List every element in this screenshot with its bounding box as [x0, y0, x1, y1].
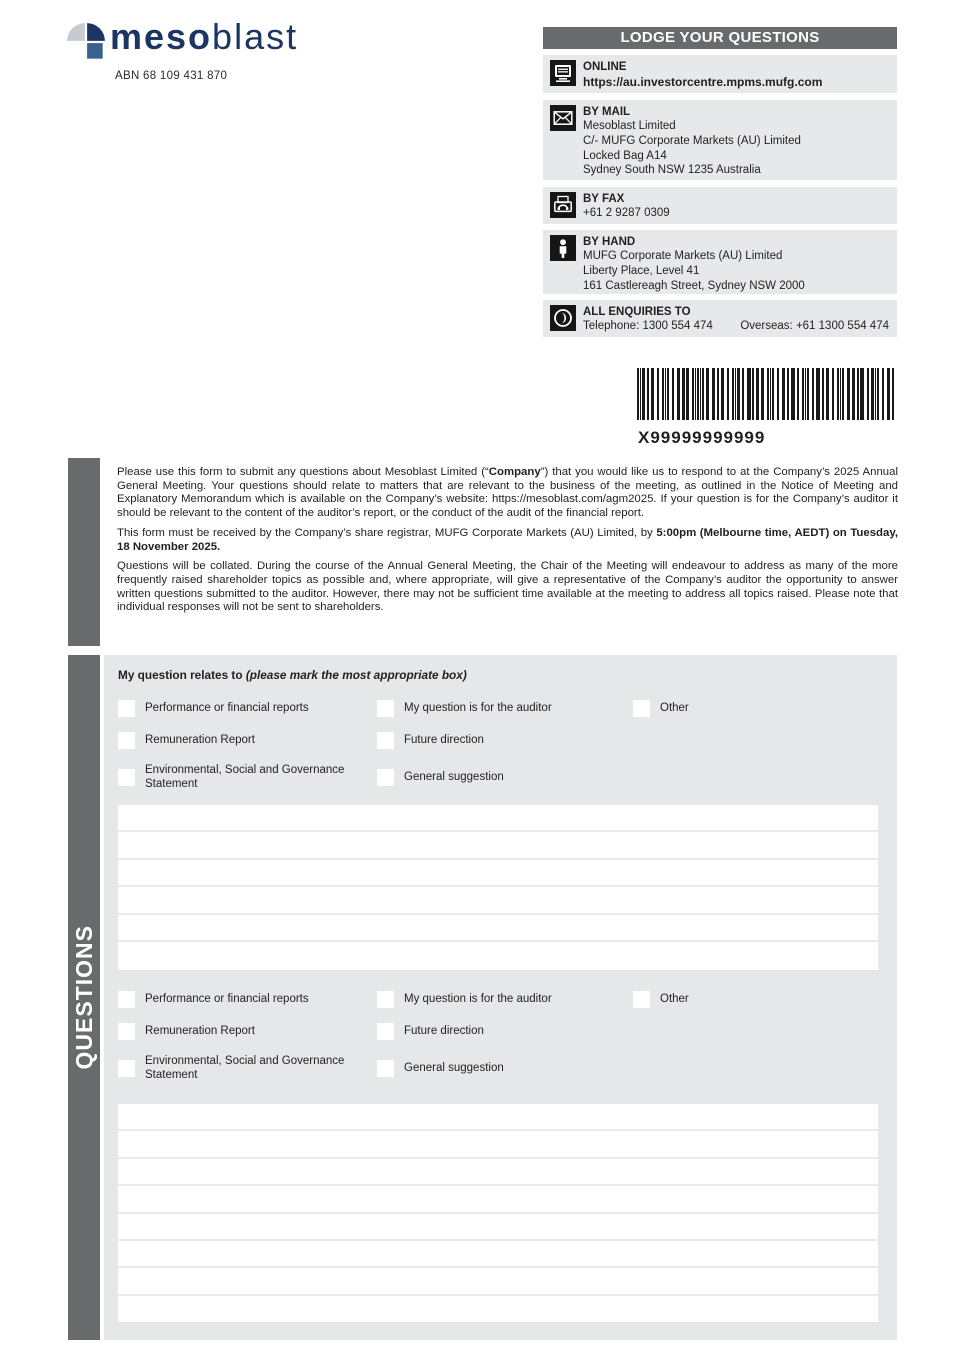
intro-paragraphs: [117, 466, 898, 621]
question-line[interactable]: [118, 887, 878, 914]
overseas-number: Overseas: +61 1300 554 474: [740, 320, 889, 332]
checkbox-general-suggestion[interactable]: [377, 1060, 394, 1077]
barcode-text: X99999999999: [638, 428, 766, 447]
topic-general-suggestion: General suggestion: [377, 1055, 633, 1082]
question-line[interactable]: [118, 1268, 878, 1295]
question-line[interactable]: [118, 1159, 878, 1186]
checkbox-general-suggestion[interactable]: [377, 769, 394, 786]
intro-paragraph-2: This form must be received by the Company’s share registrar, MUFG Corporate Markets (AU) Limited, by 5:00pm (Melbourne time, AEDT) on Tuesday, 18 November 2025.: [117, 526, 898, 553]
questions-form-area: [104, 655, 897, 1340]
topic-esg-statement: Environmental, Social and Governance Statement: [118, 764, 377, 791]
question-line[interactable]: [118, 1104, 878, 1131]
topic-other: Other: [633, 700, 883, 717]
by-mail-section: [543, 100, 897, 180]
mail-address-line: Locked Bag A14: [583, 149, 667, 162]
topic-future-direction: Future direction: [377, 732, 633, 749]
mesoblast-logo: [66, 16, 299, 82]
question-line[interactable]: [118, 915, 878, 942]
lodge-title: LODGE YOUR QUESTIONS: [543, 27, 897, 49]
by-hand-label: BY HAND: [583, 236, 636, 248]
checkbox-remuneration-report[interactable]: [118, 732, 135, 749]
question-line[interactable]: [118, 1131, 878, 1158]
all-enquiries-section: [543, 300, 897, 337]
topic-question-for-auditor: My question is for the auditor: [377, 700, 633, 717]
topic-future-direction: Future direction: [377, 1023, 633, 1040]
questions-sidebar-label: QUESTIONS: [70, 925, 97, 1070]
topic-general-suggestion: General suggestion: [377, 764, 633, 791]
online-url[interactable]: https://au.investorcentre.mpms.mufg.com: [583, 75, 823, 89]
checkbox-question-for-auditor[interactable]: [377, 991, 394, 1008]
question-line[interactable]: [118, 942, 878, 969]
questions-sidebar: [68, 655, 100, 1340]
checkbox-performance-reports[interactable]: [118, 700, 135, 717]
checkbox-question-for-auditor[interactable]: [377, 700, 394, 717]
checkbox-other[interactable]: [633, 991, 650, 1008]
question-line[interactable]: [118, 1186, 878, 1213]
by-mail-label: BY MAIL: [583, 106, 631, 118]
barcode: [637, 368, 895, 420]
question-topic-prompt: My question relates to (please mark the most appropriate box): [118, 668, 467, 682]
checkbox-other[interactable]: [633, 700, 650, 717]
hand-address-line: Liberty Place, Level 41: [583, 264, 700, 277]
question-line[interactable]: [118, 805, 878, 832]
question-line[interactable]: [118, 1214, 878, 1241]
intro-paragraph-1: Please use this form to submit any questions about Mesoblast Limited (“Company”) that you would like us to respond to at the Company’s 2025 Annual General Meeting. Your questions should relate to matters that are relevant to the business of the meeting, as outlined in the Notice of Meeting and Explanatory Memorandum which is available on the Company’s website: https://mesoblast.com/agm2025. If your question is for the Company’s auditor it should be relevant to the content of the auditor’s report, or the conduct of the audit of the financial report.: [117, 466, 898, 520]
question-writing-area-2[interactable]: [118, 1104, 878, 1322]
envelope-icon: [550, 105, 576, 131]
checkbox-remuneration-report[interactable]: [118, 1023, 135, 1040]
topic-performance-reports: Performance or financial reports: [118, 991, 377, 1008]
topic-group-1: [118, 700, 883, 791]
person-icon: [550, 235, 576, 261]
mail-address-line: C/- MUFG Corporate Markets (AU) Limited: [583, 134, 801, 147]
intro-paragraph-3: Questions will be collated. During the course of the Annual General Meeting, the Chair of the Meeting will endeavour to address as many of the more frequently raised shareholder topics as possible and, where appropriate, will give a representative of the Company’s auditor the opportunity to answer written questions submitted to the auditor. However, there may not be sufficient time available at the meeting to address all topics raised. Please note that individual responses will not be sent to shareholders.: [117, 560, 898, 614]
question-line[interactable]: [118, 860, 878, 887]
checkbox-esg-statement[interactable]: [118, 1060, 135, 1077]
computer-icon: [550, 60, 576, 86]
phone-enquiries-icon: [550, 305, 576, 331]
question-writing-area-1[interactable]: [118, 805, 878, 970]
enquiries-label: ALL ENQUIRIES TO: [583, 306, 691, 318]
question-line[interactable]: [118, 1296, 878, 1323]
logo-wordmark: mesoblast: [110, 16, 299, 57]
by-fax-section: [543, 187, 897, 224]
checkbox-performance-reports[interactable]: [118, 991, 135, 1008]
topic-esg-statement: Environmental, Social and Governance Statement: [118, 1055, 377, 1082]
hand-address-line: 161 Castlereagh Street, Sydney NSW 2000: [583, 279, 805, 292]
topic-remuneration-report: Remuneration Report: [118, 1023, 377, 1040]
question-line[interactable]: [118, 1241, 878, 1268]
fax-icon: [550, 192, 576, 218]
by-fax-label: BY FAX: [583, 193, 625, 205]
hand-address-line: MUFG Corporate Markets (AU) Limited: [583, 250, 783, 262]
online-section: [543, 55, 897, 93]
online-label: ONLINE: [583, 61, 627, 73]
checkbox-future-direction[interactable]: [377, 1023, 394, 1040]
checkbox-future-direction[interactable]: [377, 732, 394, 749]
question-line[interactable]: [118, 832, 878, 859]
mesoblast-logo-icon: [66, 18, 106, 67]
checkbox-esg-statement[interactable]: [118, 769, 135, 786]
mail-address-line: Mesoblast Limited: [583, 120, 676, 132]
lodge-your-questions-panel: [543, 27, 897, 337]
fax-number: +61 2 9287 0309: [583, 207, 670, 219]
intro-sidebar-bar: [68, 458, 100, 646]
topic-group-2: [118, 991, 883, 1082]
topic-remuneration-report: Remuneration Report: [118, 732, 377, 749]
telephone-number: Telephone: 1300 554 474: [583, 320, 713, 332]
topic-other: Other: [633, 991, 883, 1008]
abn-number: ABN 68 109 431 870: [115, 70, 228, 82]
topic-performance-reports: Performance or financial reports: [118, 700, 377, 717]
topic-question-for-auditor: My question is for the auditor: [377, 991, 633, 1008]
by-hand-section: [543, 230, 897, 294]
mail-address-line: Sydney South NSW 1235 Australia: [583, 164, 761, 177]
